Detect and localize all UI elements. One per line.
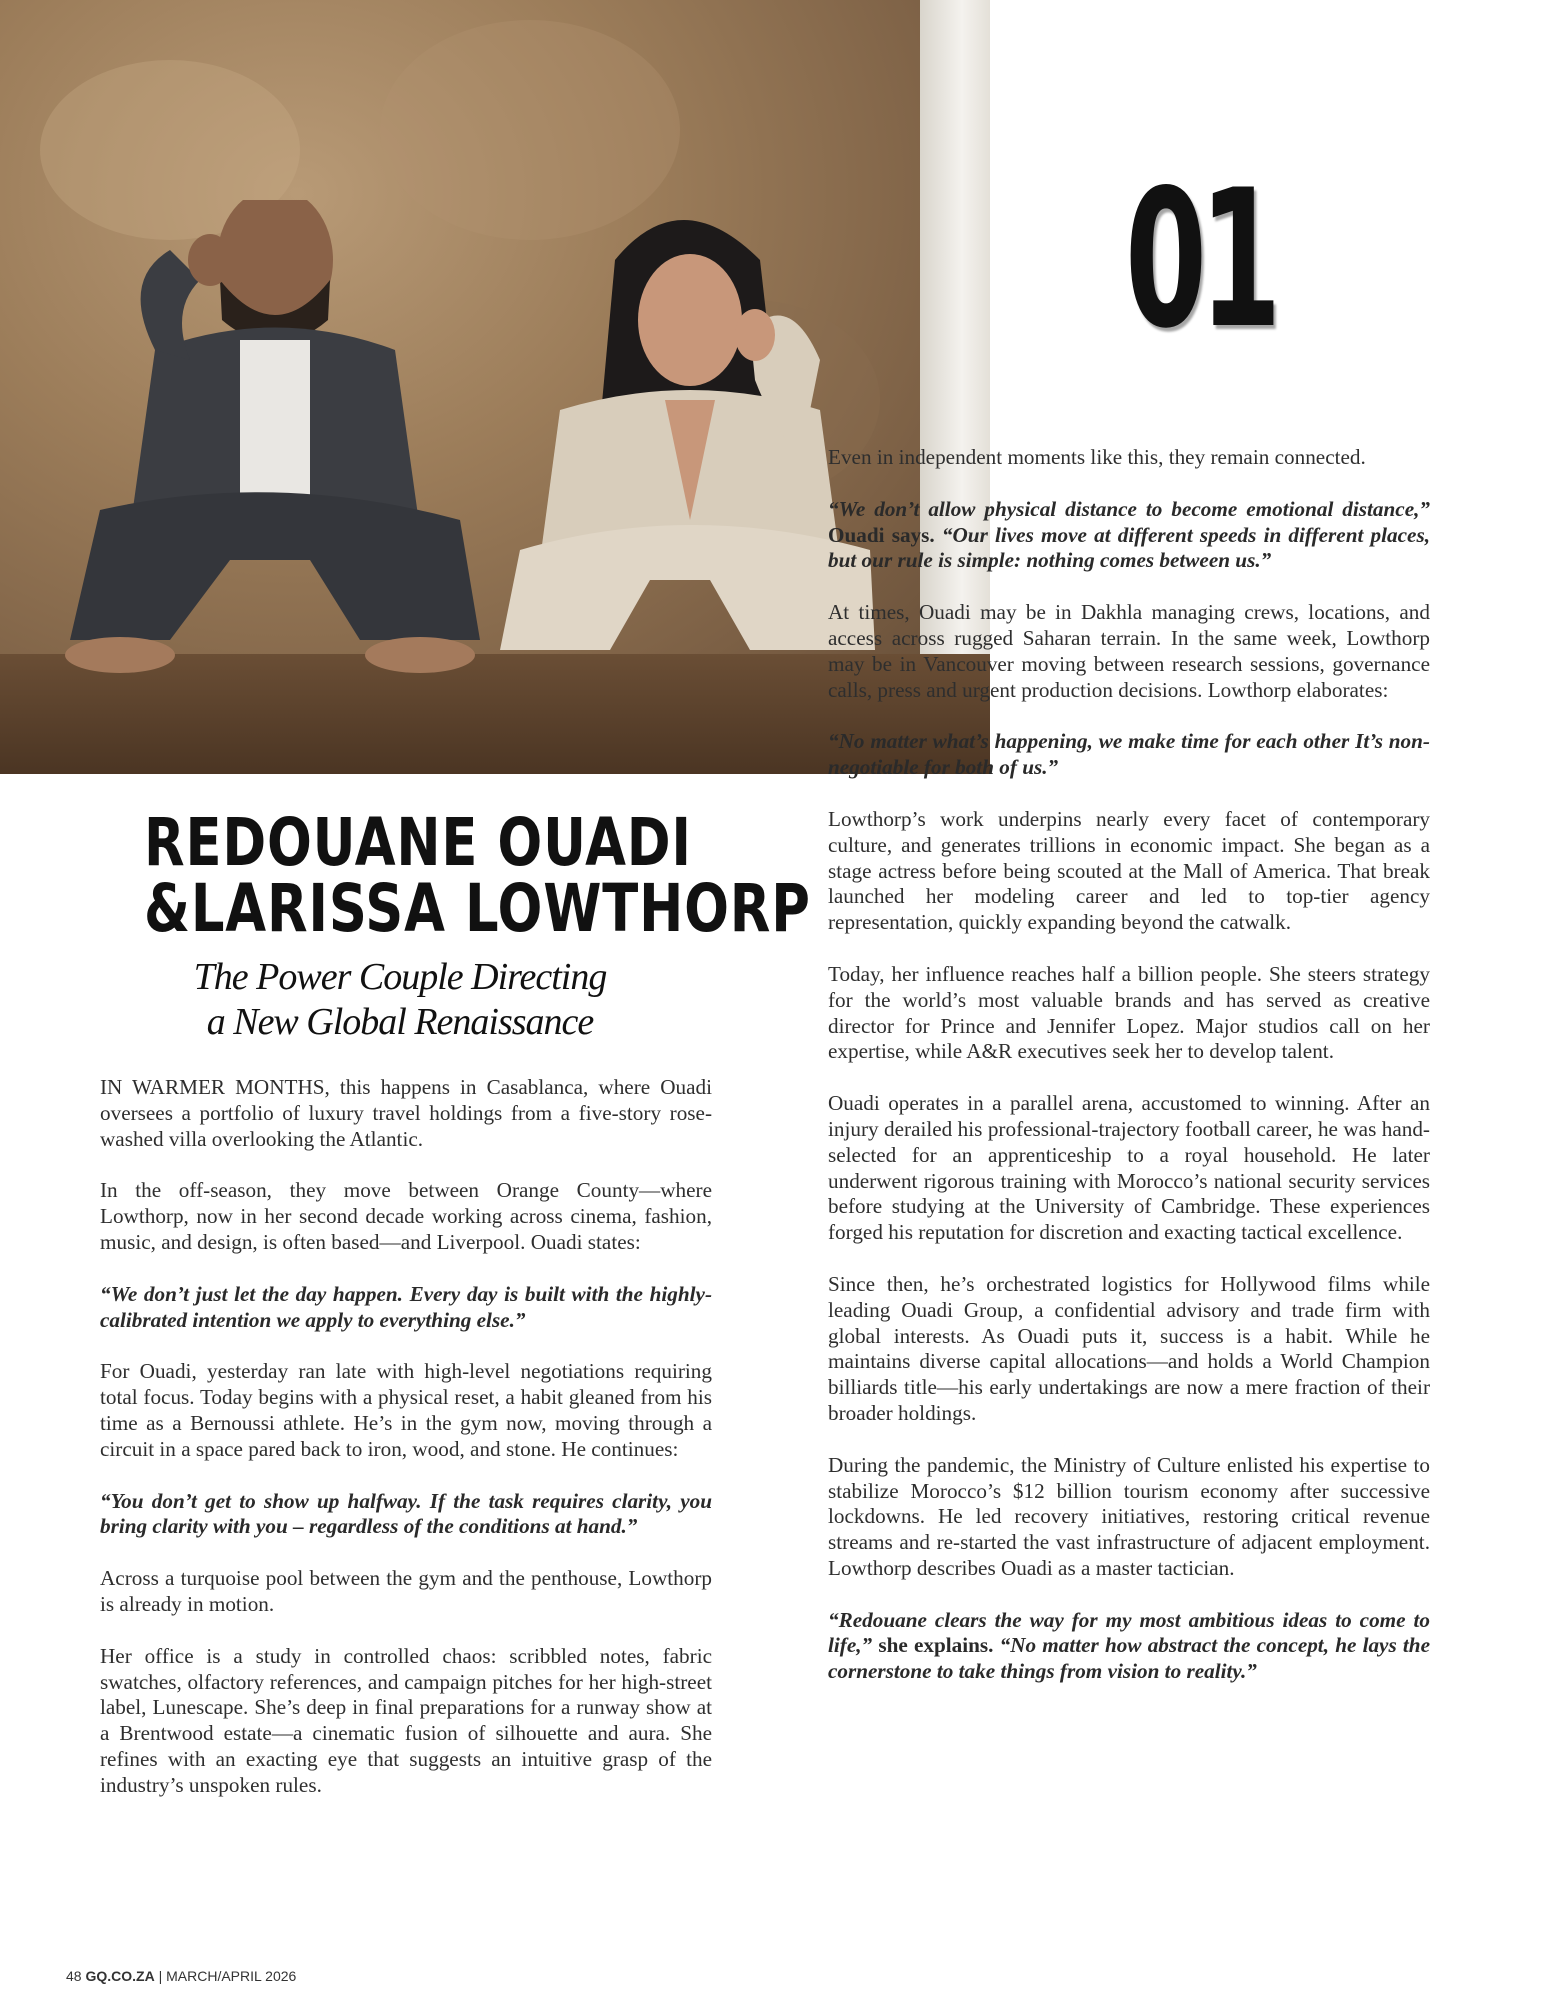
lead-in: IN WARMER MONTHS, bbox=[100, 1075, 330, 1099]
paragraph: In the off-season, they move between Orange County—where Lowthorp, now in her second decade working across cinema, fashion, music, and design, is often based—and Liverpool. Ouadi states: bbox=[100, 1178, 712, 1254]
paragraph: At times, Ouadi may be in Dakhla managing crews, locations, and access across rugged Saharan terrain. In the same week, Lowthorp may be in Vancouver moving between research sessions, governance calls, press and urgent production decisions. Lowthorp elaborates: bbox=[828, 600, 1430, 702]
page-footer bbox=[66, 1968, 296, 1984]
subhead-line-2: a New Global Renaissance bbox=[206, 1001, 594, 1043]
right-column bbox=[828, 445, 1430, 1711]
paragraph: For Ouadi, yesterday ran late with high-level negotiations requiring total focus. Today begins with a physical reset, a habit gleaned from his time as a Bernoussi athlete. He’s in the gym now, moving through a circuit in a space pared back to iron, wood, and stone. He continues: bbox=[100, 1359, 712, 1461]
headline-line-2: &LARISSA LOWTHORP bbox=[144, 870, 811, 947]
pull-quote: “Redouane clears the way for my most ambitious ideas to come to life,” she explains. “No matter how abstract the concept, he lays the cornerstone to take things from vision to reality.” bbox=[828, 1607, 1430, 1684]
paragraph: Even in independent moments like this, they remain connected. bbox=[828, 445, 1366, 469]
paragraph: Today, her influence reaches half a billion people. She steers strategy for the world’s most valuable brands and has served as creative director for Prince and Jennifer Lopez. Major studios call on her expertise, while A&R executives seek her to develop talent. bbox=[828, 961, 1430, 1064]
paragraph: Lowthorp’s work underpins nearly every facet of contemporary culture, and generates trillions in economic impact. She began as a stage actress before being scouted at the Mall of America. That break launched her modeling career and led to top-tier agency representation, quickly expanding beyond the catwalk. bbox=[828, 806, 1430, 935]
paragraph: Her office is a study in controlled chaos: scribbled notes, fabric swatches, olfactory references, and campaign pitches for her high-street label, Lunescape. She’s deep in final preparations for a runway show at a Brentwood estate—a cinematic fusion of silhouette and aura. She refines with an exacting eye that suggests an intuitive grasp of the industry’s unspoken rules. bbox=[100, 1643, 712, 1797]
footer-separator: | bbox=[158, 1968, 163, 1984]
pull-quote: “We don’t just let the day happen. Every day is built with the highly-calibrated intention we apply to everything else.” bbox=[100, 1281, 712, 1332]
paragraph: Ouadi operates in a parallel arena, accustomed to winning. After an injury derailed his professional-trajectory football career, he was hand-selected for an apprenticeship to a royal household. He later underwent rigorous training with Morocco’s national security services before studying at the University of Cambridge. These experiences forged his reputation for discretion and exacting tactical excellence. bbox=[828, 1091, 1430, 1245]
issue-date: MARCH/APRIL 2026 bbox=[166, 1968, 297, 1984]
paragraph: Across a turquoise pool between the gym and the penthouse, Lowthorp is already in motion. bbox=[100, 1566, 712, 1616]
article-headline bbox=[80, 804, 811, 947]
left-column bbox=[100, 1075, 712, 1825]
site-name[interactable]: GQ.CO.ZA bbox=[85, 1968, 155, 1984]
pull-quote: “You don’t get to show up halfway. If the task requires clarity, you bring clarity with you – regardless of the conditions at hand.” bbox=[100, 1488, 712, 1539]
man-figure bbox=[60, 200, 490, 680]
woman-figure bbox=[500, 220, 880, 680]
paragraph: Since then, he’s orchestrated logistics for Hollywood films while leading Ouadi Group, a confidential advisory and trade firm with global interests. As Ouadi puts it, success is a habit. While he maintains diverse capital allocations—and holds a World Champion billiards title—his early undertakings are now a mere fraction of their broader holdings. bbox=[828, 1271, 1430, 1425]
paragraph: IN WARMER MONTHS, this happens in Casablanca, where Ouadi oversees a portfolio of luxury travel holdings from a five-story rose-washed villa overlooking the Atlantic. bbox=[100, 1075, 712, 1151]
spread-number: 01 bbox=[1125, 149, 1275, 370]
paragraph: During the pandemic, the Ministry of Culture enlisted his expertise to stabilize Morocco’s $12 billion tourism economy after successive lockdowns. He led recovery initiatives, restoring critical revenue streams and re-started the vast infrastructure of adjacent employment. Lowthorp describes Ouadi as a master tactician. bbox=[828, 1452, 1430, 1580]
pull-quote: “No matter what’s happening, we make time for each other It’s non-negotiable for both of us.” bbox=[828, 729, 1430, 780]
subhead-line-1: The Power Couple Directing bbox=[193, 956, 607, 998]
page-number: 48 bbox=[66, 1968, 82, 1984]
pull-quote: “We don’t allow physical distance to become emotional distance,” Ouadi says. “Our lives move at different speeds in different places, but our rule is simple: nothing comes between us.” bbox=[828, 496, 1430, 573]
article-subhead bbox=[100, 955, 700, 1045]
headline-line-1: REDOUANE OUADI bbox=[144, 804, 692, 881]
